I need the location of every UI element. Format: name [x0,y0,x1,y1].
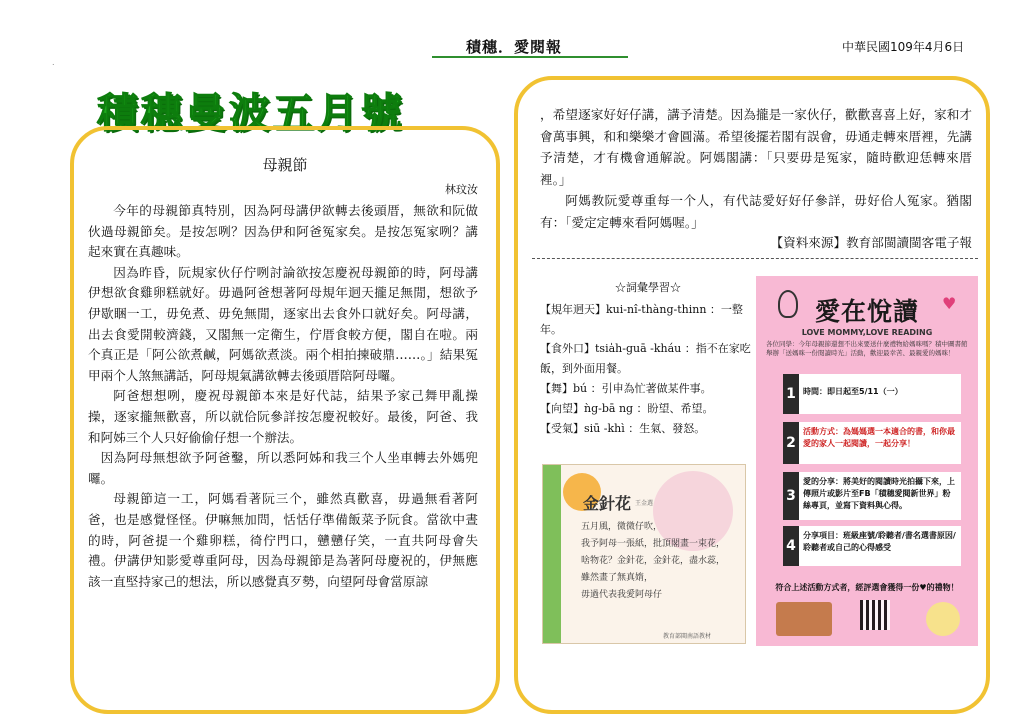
article-paragraph: 因為昨昏，阮規家伙仔佇咧討論欲按怎慶祝母親節的時，阿母講伊想欲食雞卵糕就好。毋過阿爸想著阿母規年迵天攏足無閒，想欲予伊歇睏一工，毋免煮、毋免無閒，逐家出去食外口就好矣。阿母講，出去食愛開較濟錢，又閣無一定衛生，佇厝食較方便，閣自在啦。兩个真正是「阿公欲煮鹹，阿媽欲煮淡。兩个相拍揀破鼎……。」結果冤甲兩个人煞無講話，阿母規氣講欲轉去後頭厝陪阿母囉。 [88,264,478,383]
article-paragraph: 母親節這一工，阿媽看著阮三个，雖然真歡喜，毋過無看著阿爸，也是感覺怪怪。伊嘛無加問，恬恬仔準備飯菜予阮食。當欲中晝的時，阿爸提一个雞卵糕，徛佇門口，戇戇仔笑，一直共阿母會失禮。伊講伊知影愛尊重阿母，因為母親節是為著阿母慶祝的，伊無應該一直堅持家己的想法，所以感覺真歹勢，向望阿母會當原諒 [88,491,478,589]
issue-title: 積穗曼波五月號 [97,89,405,137]
article-source: 【資料來源】教育部閩讀閩客電子報 [770,235,972,250]
stray-dot: . [52,58,55,67]
poster-footer: 教育部閩南語教材 [663,633,712,640]
promo-step-2 [783,422,961,464]
promo-intro: 各位同學：今年母親節還想不出來要送什麼禮物給媽咪嗎？積中圖書館舉辦「送媽咪一份閱讀時光」活動，歡迎最幸苦、最親愛的媽咪！ [766,340,968,357]
poem-line: 我予阿母一張紙，批頂閣畫一束花， [581,539,726,549]
poem-line: 五月風，微微仔吹， [581,522,663,532]
qr-code-icon[interactable] [860,600,890,630]
article-paragraph: 因為阿母無想欲予阿爸鑿，所以悉阿姊和我三个人坐車轉去外媽兜囉。 [88,450,478,486]
article-paragraph: 今年的母親節真特別，因為阿母講伊欲轉去後頭厝，無欲和阮做伙過母親節矣。是按怎咧？因為伊和阿爸冤家矣。是按怎冤家咧？講起來實在真趣味。 [88,203,478,260]
promo-footer: 符合上述活動方式者，經評選會獲得一份♥的禮物！ [775,583,959,592]
poem-line: 啥物花？金針花，金針花，盡水蕊， [581,556,726,566]
continuation-paragraph: ，希望逐家好好仔講，講予清楚。因為攏是一家伙仔，歡歡喜喜上好，家和才會萬事興，和和樂樂才會圓滿。希望後擺若閣有誤會，毋通走轉來厝裡，先講予清楚，才有機會通解說。阿媽閣講：「只要毋是冤家，隨時歡迎恁轉來厝裡。」 [540,107,972,187]
vocabulary-item: 【受氣】siū -khì ：生氣、發怒。 [540,421,706,435]
promo-step-3 [783,472,961,520]
reading-promo-poster [756,276,978,646]
header-underline [432,56,628,58]
step-number: 3 [783,472,799,520]
promo-subtitle: LOVE MOMMY,LOVE READING [801,328,933,337]
continuation-paragraph: 阿媽教阮愛尊重每一个人，有代誌愛好好仔參詳，毋好佮人冤家。猶閣有：「愛定定轉來看阿媽喔。」 [540,193,972,230]
poster-side-band [543,465,561,644]
step-text: 愛的分享：將美好的閱讀時光拍攝下來，上傳照片或影片至FB「積穗愛閱新世界」粉絲專頁，並寫下資料與心得。 [803,477,955,510]
vocabulary-item: 【向望】ǹg-bā ng ：盼望、希望。 [540,401,714,415]
poem-poster [542,464,746,644]
promo-step-4 [783,526,961,566]
vocabulary-section [540,278,756,438]
heart-icon: ♥ [942,294,957,313]
step-text: 活動方式：為媽媽選一本適合的書，和你最愛的家人一起閱讀，一起分享！ [803,427,955,448]
promo-title: 愛在悅讀 [814,297,919,326]
family-illustration [926,602,960,636]
article-continuation [540,104,972,233]
step-number: 4 [783,526,799,566]
vocabulary-heading: ☆詞彙學習☆ [615,281,681,294]
article-paragraph: 阿爸想想咧，慶祝母親節本來是好代誌，結果予家己舞甲亂操操，逐家攏無歡喜，所以就佮阮參詳按怎慶祝較好。最後，阿爸、我和阿姊三个人只好偷偷仔想一个辦法。 [88,388,478,445]
step-number: 2 [783,422,799,464]
article-author: 林玟汝 [445,183,478,196]
books-illustration [776,602,832,636]
step-text: 分享項目：班級座號/聆聽者/書名選書原因/聆聽者或自己的心得感受 [803,531,956,552]
poem-line: 雖然畫了無真媠， [581,573,654,583]
poem-author: 王金選 [635,500,654,507]
promo-step-1 [783,374,961,414]
poem-line: 毋過代表我愛阿母仔 [581,590,663,600]
issue-date: 中華民國109年4月6日 [842,40,965,54]
vocabulary-item: 【食外口】tsia̍h-guā -kháu ：指不在家吃飯，到外面用餐。 [540,342,751,376]
step-number: 1 [783,374,799,414]
newspaper-name: 積穗．愛閱報 [466,38,563,56]
article-body [88,201,478,592]
step-text: 時間：即日起至5/11（一） [803,387,903,396]
article-title: 母親節 [262,156,308,174]
section-divider [532,258,978,259]
poem-title: 金針花 [583,494,632,513]
vocabulary-item: 【舞】bú ：引申為忙著做某件事。 [540,381,712,395]
vocabulary-item: 【規年迵天】kui-nî-thàng-thinn ：一整年。 [540,302,743,336]
